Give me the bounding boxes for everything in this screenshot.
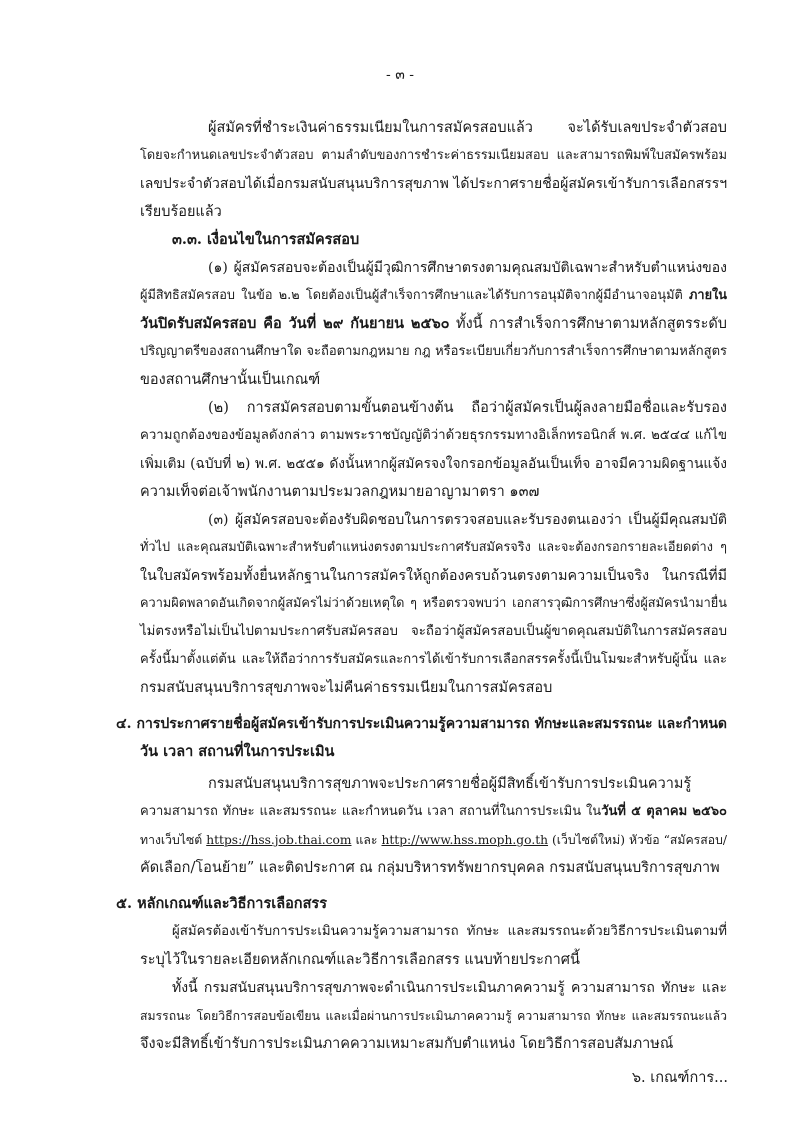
section-4-heading-line-2: วัน เวลา สถานที่ในการประเมิน [140, 743, 335, 760]
section-3-3-heading: ๓.๓. เงื่อนไขในการสมัครสอบ [172, 231, 360, 248]
section-5-heading: ๕. หลักเกณฑ์และวิธีการเลือกสรร [116, 895, 327, 912]
intro-line-1: ผู้สมัครที่ชำระเงินค่าธรรมเนียมในการสมัครสอบแล้ว จะได้รับเลขประจำตัวสอบ [208, 120, 727, 136]
cond1-line-2: ผู้มีสิทธิสมัครสอบ ในข้อ ๒.๒ โดยต้องเป็นผู้สำเร็จการศึกษาและได้รับการอนุมัติจากผู้มีอำนาจอนุมัติ ภายใน [140, 288, 727, 303]
sec5-p2-line-3: จึงจะมีสิทธิ์เข้ารับการประเมินภาคความเหมาะสมกับตำแหน่ง โดยวิธีการสอบสัมภาษณ์ [140, 1036, 674, 1052]
sec5-p1-line-2: ระบุไว้ในรายละเอียดหลักเกณฑ์และวิธีการเลือกสรร แนบท้ายประกาศนี้ [140, 952, 580, 968]
cond3-line-5: ไม่ตรงหรือไม่เป็นไปตามประกาศรับสมัครสอบ จะถือว่าผู้สมัครสอบเป็นผู้ขาดคุณสมบัติในการสมัครสอบ [140, 624, 727, 639]
sec5-p2-line-2: สมรรถนะ โดยวิธีการสอบข้อเขียน และเมื่อผ่านการประเมินภาคความรู้ ความสามารถ ทักษะ และสมรรถนะแล้ว [140, 1009, 727, 1023]
cond3-line-4: ความผิดพลาดอันเกิดจากผู้สมัครไม่ว่าด้วยเหตุใด ๆ หรือตรวจพบว่า เอกสารวุฒิการศึกษาซึ่งผู้สมัครนำมายื่น [140, 596, 727, 611]
sec5-p2-line-1: ทั้งนี้ กรมสนับสนุนบริการสุขภาพจะดำเนินการประเมินภาคความรู้ ความสามารถ ทักษะ และ [172, 980, 727, 996]
intro-line-2: โดยจะกำหนดเลขประจำตัวสอบ ตามลำดับของการชำระค่าธรรมเนียมสอบ และสามารถพิมพ์ใบสมัครพร้อม [140, 148, 727, 163]
cond2-line-1: (๒) การสมัครสอบตามขั้นตอนข้างต้น ถือว่าผู้สมัครเป็นผู้ลงลายมือชื่อและรับรอง [208, 400, 727, 416]
intro-line-3: เลขประจำตัวสอบได้เมื่อกรมสนับสนุนบริการสุขภาพ ได้ประกาศรายชื่อผู้สมัครเข้ารับการเลือกสรรฯ [140, 176, 728, 192]
sec4-line-1: กรมสนับสนุนบริการสุขภาพจะประกาศรายชื่อผู้มีสิทธิ์เข้ารับการประเมินความรู้ [208, 776, 692, 792]
sec4-line-4: คัดเลือก/โอนย้าย” และติดประกาศ ณ กลุ่มบริหารทรัพยากรบุคคล กรมสนับสนุนบริการสุขภาพ [140, 860, 720, 876]
cond2-line-4: ความเท็จต่อเจ้าพนักงานตามประมวลกฎหมายอาญามาตรา ๑๓๗ [140, 484, 540, 500]
cond3-line-1: (๓) ผู้สมัครสอบจะต้องรับผิดชอบในการตรวจสอบและรับรองตนเองว่า เป็นผู้มีคุณสมบัติ [208, 512, 727, 528]
cond3-line-6: ครั้งนี้มาตั้งแต่ต้น และให้ถือว่าการรับสมัครและการได้เข้ารับการเลือกสรรครั้งนี้เป็นโมฆะสำหรับผู้นั้น และ [140, 652, 727, 667]
cond1-line-5: ของสถานศึกษานั้นเป็นเกณฑ์ [140, 372, 321, 388]
cond3-line-2: ทั่วไป และคุณสมบัติเฉพาะสำหรับตำแหน่งตรงตามประกาศรับสมัครจริง และจะต้องกรอกรายละเอียดต่าง ๆ [140, 540, 727, 555]
section-4-heading-line-1: ๔. การประกาศรายชื่อผู้สมัครเข้ารับการประเมินความรู้ความสามารถ ทักษะและสมรรถนะ และกำหนด [116, 716, 727, 732]
sec4-line-3: ทางเว็บไซต์ https://hss.job.thai.com และ http://www.hss.moph.go.th (เว็บไซต์ใหม่) หัวข้อ “สมัครสอบ/ [140, 833, 727, 847]
cond3-line-3: ในใบสมัครพร้อมทั้งยื่นหลักฐานในการสมัครให้ถูกต้องครบถ้วนตรงตามความเป็นจริง ในกรณีที่มี [140, 568, 727, 584]
cond1-line-3: วันปิดรับสมัครสอบ คือ วันที่ ๒๙ กันยายน ๒๕๖๐ ทั้งนี้ การสำเร็จการศึกษาตามหลักสูตรระดับ [140, 315, 727, 332]
cond1-line-1: (๑) ผู้สมัครสอบจะต้องเป็นผู้มีวุฒิการศึกษาตรงตามคุณสมบัติเฉพาะสำหรับตำแหน่งของ [208, 260, 727, 276]
sec5-p1-line-1: ผู้สมัครต้องเข้ารับการประเมินความรู้ความสามารถ ทักษะ และสมรรถนะด้วยวิธีการประเมินตามที่ [172, 924, 727, 939]
sec4-line-2: ความสามารถ ทักษะ และสมรรถนะ และกำหนดวัน เวลา สถานที่ในการประเมิน ในวันที่ ๕ ตุลาคม ๒๕๖๐ [140, 804, 727, 819]
hss-job-link[interactable]: https://hss.job.thai.com [206, 833, 352, 847]
cond2-line-3: เพิ่มเติม (ฉบับที่ ๒) พ.ศ. ๒๕๕๑ ดังนั้นหากผู้สมัครจงใจกรอกข้อมูลอันเป็นเท็จ อาจมีความผิดฐานแจ้ง [140, 456, 727, 472]
page-number: - ๓ - [386, 67, 414, 83]
cond3-line-7: กรมสนับสนุนบริการสุขภาพจะไม่คืนค่าธรรมเนียมในการสมัครสอบ [140, 680, 553, 696]
cond2-line-2: ความถูกต้องของข้อมูลดังกล่าว ตามพระราชบัญญัติว่าด้วยธุรกรรมทางอิเล็กทรอนิกส์ พ.ศ. ๒๕๔๔ แก้ไข [140, 428, 727, 443]
intro-line-4: เรียบร้อยแล้ว [140, 204, 222, 220]
hss-moph-link[interactable]: http://www.hss.moph.go.th [381, 833, 549, 847]
next-page-marker: ๖. เกณฑ์การ... [631, 1070, 728, 1086]
cond1-line-4: ปริญญาตรีของสถานศึกษาใด จะถือตามกฎหมาย กฎ หรือระเบียบเกี่ยวกับการสำเร็จการศึกษาตามหลักสูตร [140, 344, 727, 359]
